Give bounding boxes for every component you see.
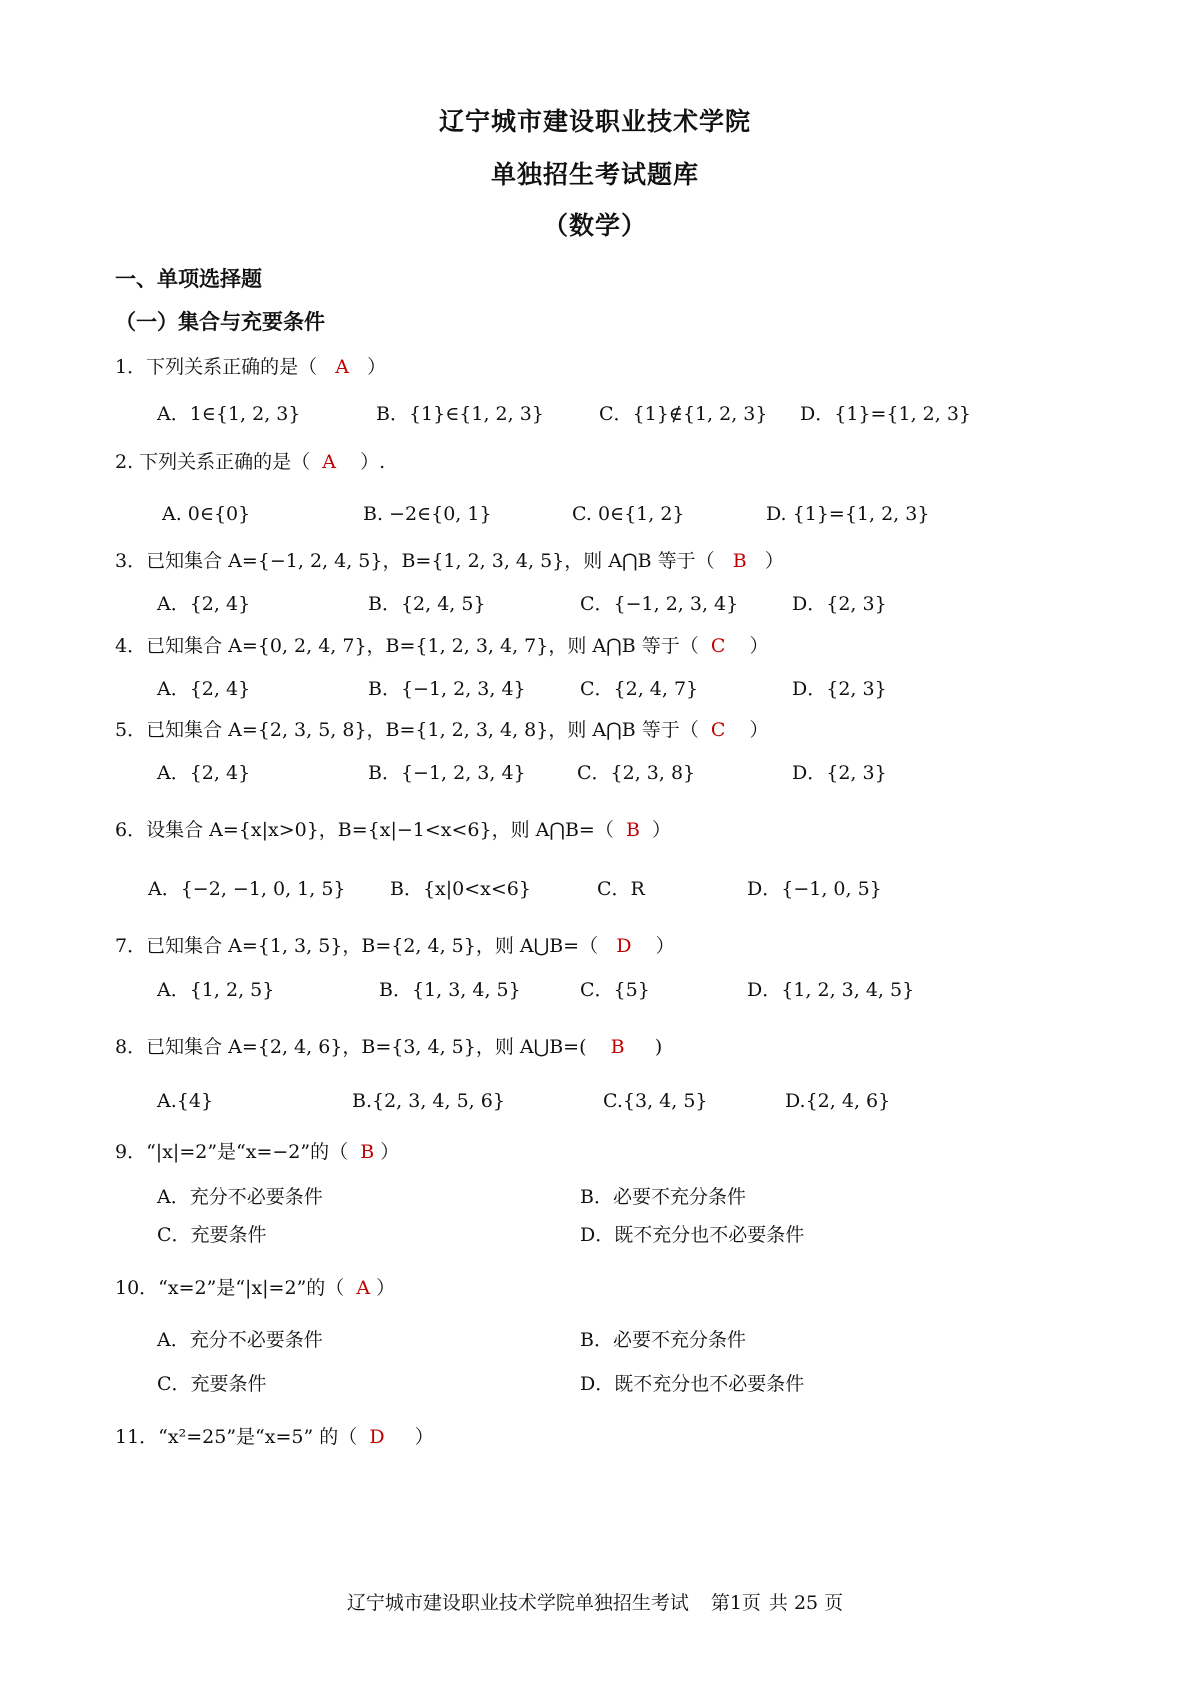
q2-option-b: B. −2∈{0, 1} — [363, 503, 492, 525]
question-4: 4．已知集合 A={0, 2, 4, 7}，B={1, 2, 3, 4, 7}，则 A⋂B 等于（ C ） — [115, 635, 769, 657]
q9-option-c: C．充要条件 — [157, 1224, 267, 1246]
answer-5: C — [710, 719, 726, 741]
q2-option-d: D. {1}={1, 2, 3} — [766, 503, 930, 525]
question-5: 5．已知集合 A={2, 3, 5, 8}，B={1, 2, 3, 4, 8}，则 A⋂B 等于（ C ） — [115, 719, 769, 741]
q5-option-b: B．{−1, 2, 3, 4} — [368, 762, 526, 784]
subsection-heading: （一）集合与充要条件 — [115, 310, 325, 334]
q10-option-d: D．既不充分也不必要条件 — [580, 1373, 805, 1395]
q5-option-c: C．{2, 3, 8} — [577, 762, 696, 784]
answer-9: B — [360, 1141, 375, 1163]
footer-page-number: 第1页 — [710, 1592, 761, 1614]
question-8: 8．已知集合 A={2, 4, 6}，B={3, 4, 5}，则 A⋃B=( B ) — [115, 1036, 663, 1058]
answer-8: B — [610, 1036, 625, 1058]
q7-option-d: D．{1, 2, 3, 4, 5} — [747, 979, 915, 1001]
q8-option-b: B.{2, 3, 4, 5, 6} — [352, 1090, 505, 1112]
q8-option-a: A.{4} — [157, 1090, 214, 1112]
answer-2: A — [322, 451, 336, 473]
q10-option-b: B．必要不充分条件 — [580, 1329, 746, 1351]
subject-label: （数学） — [542, 211, 647, 240]
footer-total-pages: 共 25 页 — [768, 1592, 844, 1614]
q1-option-c: C．{1}∉{1, 2, 3} — [599, 403, 768, 425]
document-title: 辽宁城市建设职业技术学院 — [438, 107, 751, 136]
q2-option-a: A. 0∈{0} — [162, 503, 251, 525]
q1-option-b: B．{1}∈{1, 2, 3} — [376, 403, 544, 425]
answer-3: B — [732, 550, 747, 572]
q6-option-b: B．{x|0<x<6} — [390, 878, 531, 900]
answer-4: C — [710, 635, 726, 657]
question-6: 6．设集合 A={x|x>0}，B={x|−1<x<6}，则 A⋂B=（ B ） — [115, 819, 672, 841]
q4-option-b: B．{−1, 2, 3, 4} — [368, 678, 526, 700]
q9-option-a: A．充分不必要条件 — [157, 1186, 323, 1208]
q2-option-c: C. 0∈{1, 2} — [572, 503, 685, 525]
q8-option-c: C.{3, 4, 5} — [603, 1090, 708, 1112]
question-11: 11．“x²=25”是“x=5” 的（ D ） — [115, 1426, 434, 1448]
q7-option-a: A．{1, 2, 5} — [157, 979, 275, 1001]
answer-7: D — [616, 935, 632, 957]
q3-option-a: A．{2, 4} — [157, 593, 251, 615]
question-1: 1．下列关系正确的是（ A ） — [115, 356, 387, 378]
question-9: 9．“|x|=2”是“x=−2”的（ B ） — [115, 1141, 400, 1163]
q8-option-d: D.{2, 4, 6} — [785, 1090, 891, 1112]
q9-option-d: D．既不充分也不必要条件 — [580, 1224, 805, 1246]
answer-1: A — [335, 356, 349, 378]
footer-school: 辽宁城市建设职业技术学院单独招生考试 — [346, 1592, 689, 1614]
page-footer — [0, 1588, 1190, 1615]
q6-option-d: D．{−1, 0, 5} — [747, 878, 882, 900]
question-10: 10．“x=2”是“|x|=2”的（ A ） — [115, 1277, 396, 1299]
q3-option-c: C．{−1, 2, 3, 4} — [580, 593, 739, 615]
q6-option-a: A．{−2, −1, 0, 1, 5} — [148, 878, 346, 900]
q3-option-b: B．{2, 4, 5} — [368, 593, 486, 615]
q5-option-d: D．{2, 3} — [792, 762, 887, 784]
q9-option-b: B．必要不充分条件 — [580, 1186, 746, 1208]
document-subtitle: 单独招生考试题库 — [490, 160, 699, 189]
answer-10: A — [356, 1277, 371, 1299]
q7-option-b: B．{1, 3, 4, 5} — [379, 979, 521, 1001]
q6-option-c: C．R — [597, 878, 645, 900]
section-heading: 一、单项选择题 — [115, 267, 262, 291]
answer-6: B — [625, 819, 640, 841]
question-3: 3．已知集合 A={−1, 2, 4, 5}，B={1, 2, 3, 4, 5}，则 A⋂B 等于（ B ） — [115, 550, 784, 572]
q1-option-a: A．1∈{1, 2, 3} — [157, 403, 301, 425]
question-2: 2. 下列关系正确的是（ A ）. — [115, 451, 386, 473]
q3-option-d: D．{2, 3} — [792, 593, 887, 615]
q10-option-c: C．充要条件 — [157, 1373, 267, 1395]
q10-option-a: A．充分不必要条件 — [157, 1329, 323, 1351]
question-7: 7．已知集合 A={1, 3, 5}，B={2, 4, 5}，则 A⋃B=（ D ） — [115, 935, 675, 957]
answer-11: D — [369, 1426, 385, 1448]
q4-option-c: C．{2, 4, 7} — [580, 678, 699, 700]
q5-option-a: A．{2, 4} — [157, 762, 251, 784]
q4-option-d: D．{2, 3} — [792, 678, 887, 700]
q4-option-a: A．{2, 4} — [157, 678, 251, 700]
q7-option-c: C．{5} — [580, 979, 650, 1001]
q1-option-d: D．{1}={1, 2, 3} — [800, 403, 972, 425]
